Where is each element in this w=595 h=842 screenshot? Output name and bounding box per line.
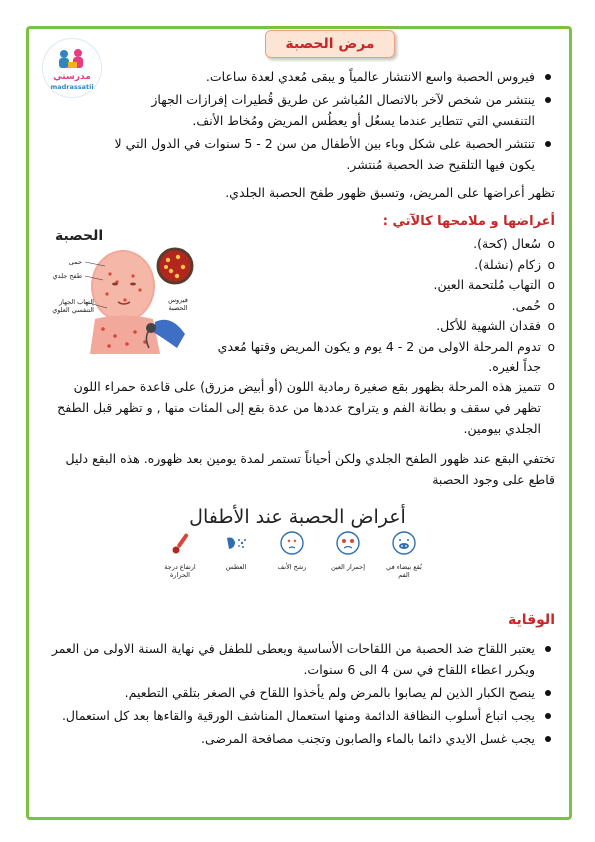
illustration-label-rash: طفح جلدي — [52, 272, 82, 280]
list-item: يجب غسل الايدي دائما بالماء والصابون وتجنب مصافحة المرضى. — [45, 728, 555, 749]
symptom-red-eyes — [326, 530, 370, 571]
list-item: تنتشر الحصبة على شكل وباء بين الأطفال من سن 2 - 5 سنوات في الدول التي لا يكون فيها التلقيح ضد الحصبة مُنتشر. — [105, 133, 555, 175]
list-item: فيروس الحصبة واسع الانتشار عالمياً و يبقى مُعدي لعدة ساعات. — [105, 66, 555, 87]
symptom-mouth-spots — [382, 530, 426, 579]
logo-figures-icon — [56, 48, 88, 70]
symptom-label: رشح الأنف — [277, 563, 307, 571]
intro-paragraph: تظهر أعراضها على المريض، وتسبق ظهور طفح الحصبة الجلدي. — [225, 185, 555, 200]
symptom-sneeze — [214, 530, 258, 571]
list-item: o زكام (نشلة). — [200, 255, 555, 276]
symptom-label: ارتفاع درجة الحرارة — [164, 563, 196, 579]
intro-bullet-list — [105, 66, 555, 177]
sneeze-icon — [223, 530, 249, 556]
logo-latin-text: madrassatii — [50, 83, 94, 91]
illustration-label-respiratory: إلتهاب الجهاز التنفسي العلوي — [52, 298, 94, 314]
prevention-list — [45, 638, 555, 751]
list-item: يعتبر اللقاح ضد الحصبة من اللقاحات الأساسية ويعطى للطفل في نهاية السنة الاولى من العمر ويكرر اعطاء اللقاح في سن 4 الى 6 سنوات. — [45, 638, 555, 680]
symptoms-heading: أعراضها و ملامحها كالآتي : — [382, 214, 555, 229]
spots-paragraph: تختفي البقع عند ظهور الطفح الجلدي ولكن أحياناً تستمر لمدة يومين بعد ظهوره. هذه البقع دليل قاطع على وجود الحصبة — [65, 451, 555, 487]
list-item: o تتميز هذه المرحلة بظهور بقع صغيرة رمادية اللون (أو أبيض مزرق) على قاعدة حمراء اللون تظهر في سقف و بطانة الفم و يتراوح عددها من عدة بقع إلى المئات منها , و تظهر قبل الطفح الجلدي بيومين. — [45, 376, 555, 439]
mouth-spots-icon — [391, 530, 417, 556]
list-item: o تدوم المرحلة الاولى من 2 - 4 يوم و يكون المريض وقتها مُعدي جداً لغيره. — [200, 337, 555, 378]
list-item: o سُعال (كحة). — [200, 234, 555, 255]
list-item: o حُمى. — [200, 296, 555, 317]
list-item: ينتشر من شخص لآخر بالاتصال المُباشر عن طريق قُطيرات إفرازات الجهاز التنفسي التي تتطاير عندما يسعُل أو يعطُس المريض ومُخاط الأنف. — [105, 89, 555, 131]
list-item: ينصح الكبار الذين لم يصابوا بالمرض ولم يأخذوا اللقاح في الصغر بتلقي التطعيم. — [45, 682, 555, 703]
symptoms-list — [200, 234, 555, 378]
symptom-label: العطس — [225, 563, 247, 571]
illustration-label-virus: فيروس الحصبة — [168, 296, 188, 312]
page-title: مرض الحصبة — [265, 30, 395, 58]
symptom-label: إحمرار العين — [330, 563, 365, 571]
measles-child-illustration — [45, 224, 195, 364]
logo — [42, 38, 102, 98]
symptom-label: بُقع بيضاء في الفم — [386, 563, 422, 579]
children-symptoms-row — [158, 530, 426, 586]
red-eyes-icon — [335, 530, 361, 556]
symptom-high-fever — [158, 530, 202, 579]
symptom-runny-nose — [270, 530, 314, 571]
prevention-heading: الوقاية — [507, 612, 555, 628]
list-item: يجب اتباع أسلوب النظافة الدائمة ومنها استعمال المناشف الورقية والقاءها بعد كل استعمال. — [45, 705, 555, 726]
symptoms-list-continued — [45, 376, 555, 439]
illustration-label-fever: حمى — [68, 258, 82, 266]
list-item: o التهاب مُلتحمة العين. — [200, 275, 555, 296]
runny-nose-icon — [279, 530, 305, 556]
logo-arabic-text: مدرستي — [53, 72, 91, 82]
illustration-title: الحصبة — [55, 228, 104, 244]
children-symptoms-title: أعراض الحصبة عند الأطفال — [189, 506, 406, 528]
thermometer-icon — [167, 530, 193, 556]
list-item: o فقدان الشهية للأكل. — [200, 316, 555, 337]
